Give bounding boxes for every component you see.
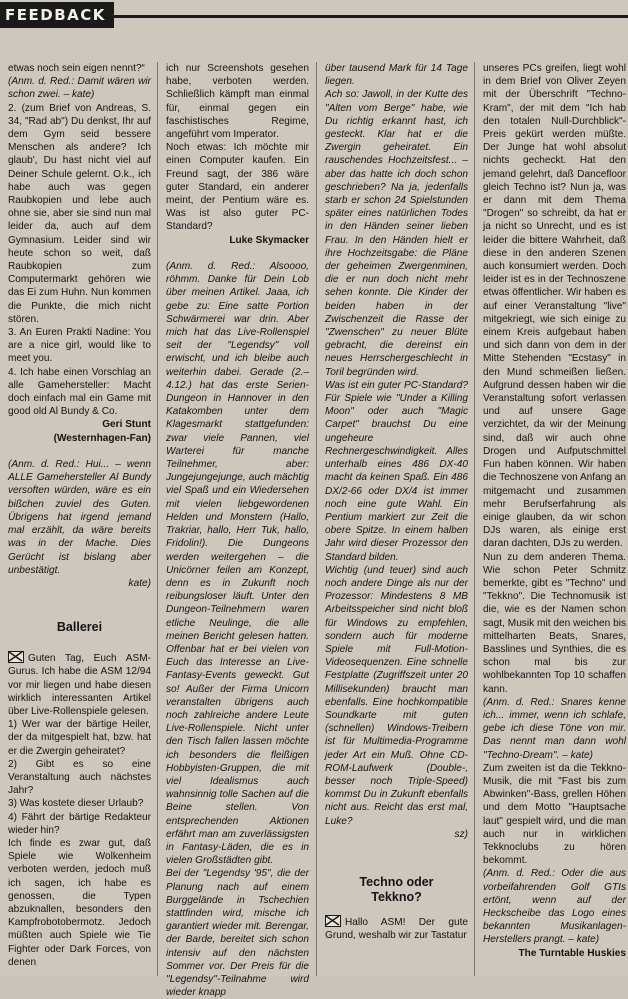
column-divider [157,62,158,976]
letter-heading-line-1: Techno oder [359,874,434,889]
letter-intro [325,915,468,942]
author-signature: Luke Skymacker [229,234,309,246]
letter-body: Ich finde es zwar gut, daß Spiele wie Wolkenheim verboten werden, jedoch muß ich sagen, ich habe es genossen, die Typen abzuknallen, besonders den Kampfrobotobermotz. Jedoch müßten auch Spiele wie Tie Fighter oder Dark Forces, von denen [8,837,151,968]
section-title: FEEDBACK [0,2,114,28]
author-signature: Geri Stunt [102,419,151,431]
paragraph: etwas noch sein eigen nennt?“ [8,63,145,74]
paragraph: 2. (zum Brief von Andreas, S. 34, "Rad ab") Du denkst, Ihr auf dem Gym seid bessere Menschen als andere? Ich glaub', Du hast nicht viel auf Deiner Schule gelernt. O.k., ich habe auch was gegen Raubkopien und lebe auch ohne sie, aber sie sind nun mal leider da, auch auf dem Gymnasium. Leider sind wir heute schon so weit, daß Raubkopien zum Computermarkt gehören wie das Ei zum Huhn. Nun kommen die Punkte, die mich nicht stören. [8,102,151,325]
editor-note: (Anm. d. Red.: Hui... – wenn ALLE Gamehersteller Al Bundy versoften würden, wäre es ein bißchen zuviel des Guten. Übrigens hat irgend jemand mal erzählt, da wäre bereits was in der Mache. Dies Gerücht ist bislang aber unbestätigt. [8,459,151,576]
paragraph: Nun zu dem anderen Thema. Wie schon Peter Schmitz bemerkte, gibt es "Techno" und "Tekkno". Die Technomusik ist die, wie es der Namen schon sagt, Musik mit den weichen bis mittelharten Beats, Snares, Basslines und Synthies, die es schon mal bis zur wohlbekannten Top 10 schaffen kann. [483,551,626,695]
paragraph: ich nur Screenshots gesehen habe, verboten werden. Schließlich kämpft man einmal für, einmal gegen ein faschistisches Regime, angeführt vom Imperator. [166,63,309,141]
editor-note: (Anm. d. Red.: Snares kenne ich... immer, wenn ich schlafe, gebe ich diese Töne von mir. Das nennt man dann wohl "Techno-Dream". – kate) [483,696,626,761]
letter-question: 1) Wer war der bärtige Heiler, der da mitgespielt hat, bzw. hat er die Zwergin geheiratet? [8,719,151,757]
letter-question: 2) Gibt es so eine Veranstaltung auch nächstes Jahr? [8,758,151,797]
paragraph: 3. An Euren Prakti Nadine: You are a nice girl, would like to meet you. [8,327,151,365]
author-signature: (Westernhagen-Fan) [53,432,151,444]
author-signature: The Turntable Huskies [518,947,626,959]
column-divider [316,62,317,976]
letter-heading-line-2: Tekkno? [371,889,422,904]
column-4 [483,62,626,976]
page-header [0,0,628,40]
editor-note: (Anm. d. Red.: Oder die aus vorbeifahrenden Golf GTIs ertönt, wenn auf der Heckscheibe das Logo eines bekannten Musikanlagen-Herstellers prangt. – kate) [483,868,626,946]
editor-note: Ach so: Jawoll, in der Kutte des "Alten vom Berge" habe, wie Du richtig erkannt hast, ich gesteckt. Klar hat er die Zwergin geheiratet. Ein rauschendes Hochzeitsfest... – aber das hatte ich doch schon geschrieben? Na ja, jedenfalls starb er schon 24 Spielstunden später eines natürlichen Todes in den Händen seiner lieben Frau. In den Händen hielt er ihre Hochzeitsgabe: die Pläne der geheimen Zwergenminen, die er nun doch nicht mehr sehen konnte. Die Kinder der beiden haben in der Zwischenzeit die Rasse der "Zwenschen" zu neuer Blüte gebracht, die dereinst ein neues Herrschergeschlecht in Toril begründen wird. [325,89,468,378]
column-3 [325,62,468,976]
mail-icon [325,915,341,927]
editor-note: Bei der "Legendsy '95", die der Planung nach auf einem Burggelände in Tschechien stattfinden wird, mische ich garantiert wieder mit. Berengar, der Barde, bereitet sich schon intensiv auf den nächsten Sommer vor. Der Preis für die "Legendsy"-Teilnahme wird wieder knapp [166,868,309,999]
editor-note: Wichtig (und teuer) sind auch noch andere Dinge als nur der Prozessor: Mindestens 8 MB Arbeitsspeicher sind nicht bloß für Windows zu empfehlen, sondern auch für moderne Spiele mit Full-Motion-Videosequenzen. Eine schnelle Festplatte (Zugriffszeit unter 20 Millisekunden) braucht man ebenfalls. Eine hochkompatible Soundkarte mit guten (schnellen) Windows-Treibern ist für Multimedia-Programme jeder Art ein Muß. Ohne CD-ROM-Laufwerk (Double-, besser noch Triple-Speed) kommst Du in Zukunft ebenfalls nicht aus. Reicht das erst mal, Luke? [325,564,468,827]
spacer [8,445,151,458]
letter-question: 3) Was kostete dieser Urlaub? [8,798,144,810]
letter-intro-text: Hallo ASM! Der gute Grund, weshalb wir zur Tastatur [325,916,468,942]
letter-question: 4) Fährt der bärtige Redakteur wieder hin? [8,811,151,836]
paragraph: Noch etwas: Ich möchte mir einen Computer kaufen. Ein Freund sagt, der 386 wäre guter Standard, ein anderer meint, der Pentium wäre es. Was ist also guter PC-Standard? [166,142,309,233]
editor-note: über tausend Mark für 14 Tage liegen. [325,63,468,88]
editor-signature: kate) [128,577,151,589]
editor-note: Was ist ein guter PC-Standard? Für Spiele wie "Under a Killing Moon" oder auch "Magic Carpet" brauchst Du eine ungeheure Rechnergeschwindigkeit. Alles unterhalb eines 486 DX-40 macht da keinen Spaß. Ein 486 DX/2-66 oder DX/4 ist immer noch eine gute Wahl. Ein Pentium markiert zur Zeit die obere Spitze. In einem halben Jahr wird dieser Prozessor den Standard bilden. [325,379,468,563]
letter-intro-text: Guten Tag, Euch ASM-Gurus. Ich habe die ASM 12/94 vor mir liegen und habe diesen wirklich interessanten Artikel über Live-Rollenspiele gelesen. [8,653,151,717]
column-1 [8,62,151,976]
editor-note: (Anm. d. Red.: Alsoooo, röhmm. Danke für Dein Lob über meinen Artikel. Jaaa, ich gebe zu: Eine satte Portion Schwärmerei war drin. Aber mich hat das Live-Rollenspiel seit der "Legendsy" voll erwischt, und ich bleibe auch weiterhin dabei. Gerade (2.–4.12.) hat das erste Serien-Dungeon in Hannover in den Katakomben unter dem Klagesmarkt stattgefunden: zwar viele Pannen, viel Warterei für manche Teilnehmer, aber: Jungejungejunge, auch mächtig viel Spaß und ein Wiedersehen mit vielen liebgewordenen Helden und Monstern (Hallo, Trakriar, hallo, Herr Tuk, hallo, Fridolin!). Die Dungeons werden weitergehen – die Unicörner feilen am Konzept, denn es in Zukunft noch reibungsloser läuft. Unter den Dungeon-Teilnehmern waren etliche Neulinge, die alle meinen Bericht gelesen hatten. Offenbar hat er bei vielen von Euch das Interesse an Live-Fantasy-Events geweckt. Gut so! Außer der Firma Unicorn veranstalten übrigens auch noch zahlreiche andere Leute Live-Rollenspiele. Nicht unter den Tisch fallen lassen möchte ich besonders die fleißigen Hobbyisten-Gruppen, die mit viel Idealismus auch wahnsinnig tolle Sachen auf die Beine stellen. Von entsprechenden Aktionen erfährt man am zuverlässigsten in Fantasy-Läden, die es in vielen Großstädten gibt. [166,261,309,867]
spacer [166,247,309,260]
paragraph: 4. Ich habe einen Vorschlag an alle Gamehersteller: Macht doch einfach mal ein Game mit good old Al Bundy & Co. [8,366,151,418]
letter-continued [8,62,151,590]
editor-signature: sz) [454,828,468,840]
column-divider [474,62,475,976]
editor-reply [325,62,468,841]
paragraph: unseres PCs greifen, liegt wohl in dem Brief von Oliver Zeyen mit der Überschrift "Techno-Kram", der mit dem "Ich hab den totalen Null-Durchblick"-Preis gekürt werden müßte. Der Junge hat wohl absolut nichts gecheckt. Hat den jemand gelehrt, daß Dancefloor gleich Techno ist? Nun ja, was er dann mit dem Thema "Drogen" so schreibt, da hat er ja nicht so Unrecht, und es ist leider die bittere Wahrheit, daß diese in den anderen Szenen auch konsumiert werden. Doch leider ist es in der Technoszene etwas öffentlicher. Wir haben es auf einer Veranstaltung "live" mitgekriegt, wie sich einige zu einem Kreis aufgebaut haben und sich dann von dem in der Mitte Stehenden "Ecstasy" in den Mund schmeißen ließen. Aufgrund dessen haben wir die Veranstaltung sofort verlassen und auf unsere Gage verzichtet, da wir der Meinung sind, daß wir auch ohne Drogen und Aufputschmittel Fun haben können. Wir haben die Technoszene von Anfang an mitgemacht und zusammen mehr Berufserfahrung als einige glauben, da wir schon DJs waren, als einige erst daran dachten, DJs zu werden. [483,63,626,550]
mail-icon [8,651,24,663]
editor-note: (Anm. d. Red.: Damit wären wir schon zwei. – kate) [8,76,151,101]
paragraph: Zum zweiten ist da die Tekkno-Musik, die mit "Fast bis zum Abwinken"-Bass, grellen Höhen und dem Motto "Hauptsache laut" gespielt wird, und die man auch nur in wirklichen Tekknoclubs zu hören bekommt. [483,762,626,867]
letter-heading: Ballerei [56,620,103,635]
letter-intro [8,651,151,718]
column-2 [166,62,309,999]
